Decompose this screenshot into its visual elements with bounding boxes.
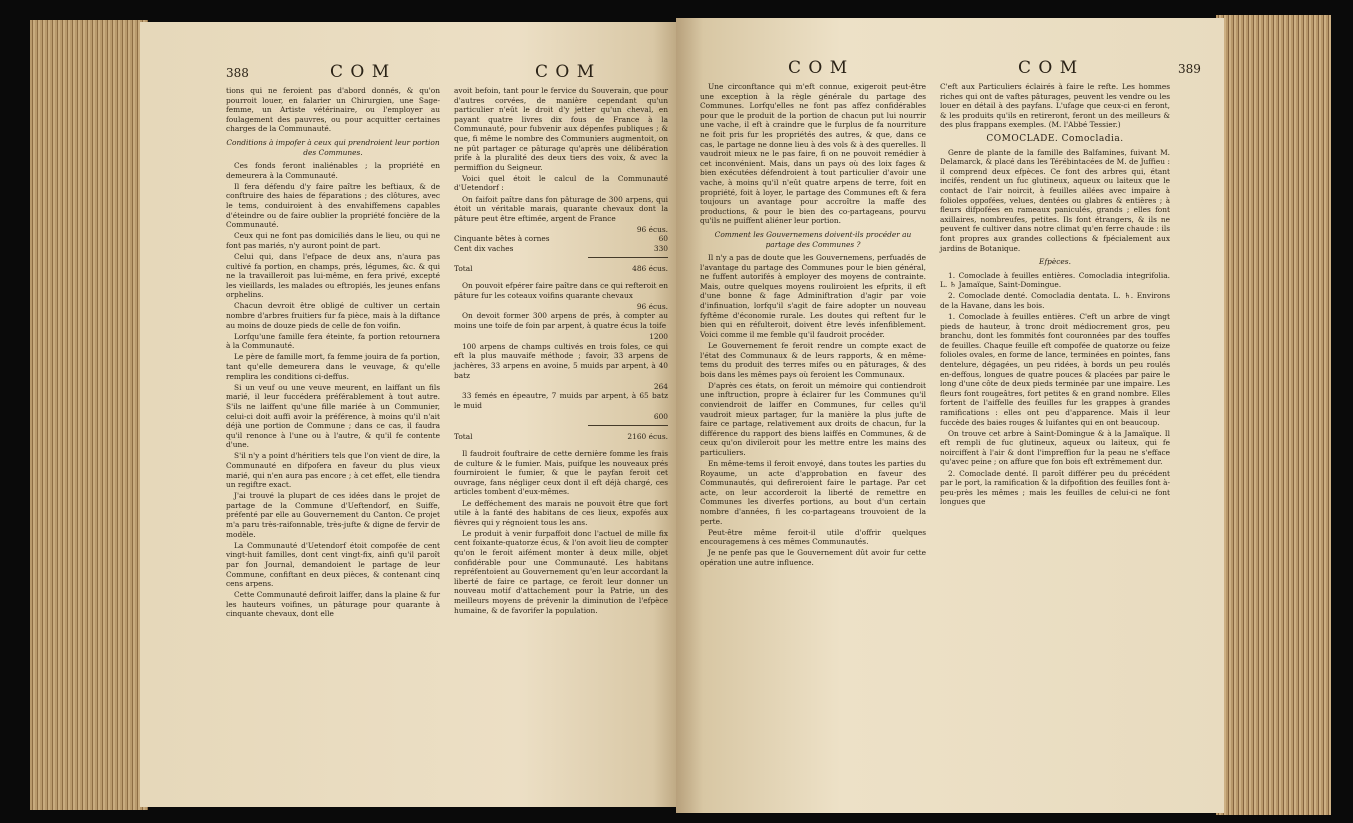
divider [588,425,668,426]
section-heading: Conditions à impofer à ceux qui prendroient leur portion des Communes. [226,137,440,157]
right-page [676,18,1224,813]
entry-heading: COMOCLADE. Comocladia. [986,133,1124,144]
running-header-right-col1: C O M [788,58,849,78]
paragraph: avoit befoin, tant pour le fervice du Souverain, que pour d'autres corvées, de manière cependant qu'un particulier n'eût le droit d'y jetter qu'un cheval, en payant quatre livres dix fous de France à la Communauté, pour fubvenir aux dépenfes publiques ; & que, fi même le nombre des Communiers augmentoit, on ne pût partager ce pâturage qu'après une délibération prife à la pluralité des deux tiers des voix, & avec la permiffion du Seigneur. [454,86,668,172]
table-row: Cent dix vaches 330 [454,244,668,253]
paragraph: 100 arpens de champs cultivés en trois foles, ce qui eft la plus mauvaife méthode ; favoir, 33 arpens de jachères, 33 arpens en avoine, 5 muids par arpent, à 40 batz [454,341,668,380]
page-number-left: 388 [226,66,249,80]
left-page [140,22,680,807]
paragraph: tions qui ne feroient pas d'abord donnés, & qu'on pourroit louer, en falarier un Chirurgien, une Sage-femme, un Artiste vétérinaire, ou l'employer au foulagement des pauvres, ou pour acquitter certaines charges de la Communauté. [226,86,440,134]
page-number-right: 389 [1178,62,1201,76]
left-column-2 [454,86,668,617]
paragraph: S'il n'y a point d'héritiers tels que l'on vient de dire, la Communauté en difpofera en faveur du plus vieux marié, qui n'en aura pas encore ; à cet effet, elle tiendra un regiftre exact. [226,451,440,490]
paragraph: Il faudroit fouftraire de cette dernière fomme les frais de culture & le fumier. Mais, puifque les nouveaux prés fourniroient le fumier, & que le payfan feroit cet ouvrage, fans négliger ceux dont il eft déjà chargé, ces articles tombent d'eux-mêmes. [454,449,668,497]
paragraph: Une circonftance qui m'eft connue, exigeroit peut-être une exception à la règle générale du partage des Communes. Lorfqu'elles ne font pas affez confidérables pour que le produit de la portion de chacun put lui nourrir une vache, il eft à craindre que le furplus de fa nourriture ne foit pris fur les propriétés des autres, & que, dans ce cas, le partage ne donne lieu à des vols & à des querelles. Il vaudroit mieux ne le pas faire, fi on ne pouvoit remédier à cet inconvénient. Mais, dans un pays où des loix fages & bien exécutées défendroient à tout particulier d'avoir une vache, à moins qu'il n'eût quatre arpens de terre, foit en propriété, foit à loyer, le partage des Communes eft & fera toujours un avantage pour accroître la maffe des productions, & pour le bien des co-partageans, pourvu qu'ils ne puiffent aliéner leur portion. [700,82,926,226]
table-row: 600 [653,411,668,421]
total-row: Total 2160 écus. [454,431,668,441]
table-row: 96 écus. [636,301,668,311]
section-heading: Comment les Gouvernemens doivent-ils procéder au partage des Communes ? [714,229,912,249]
paragraph: Le père de famille mort, fa femme jouira de fa portion, tant qu'elle demeurera dans le veuvage, & qu'elle remplira les conditions ci-deffus. [226,352,440,381]
paragraph: D'après ces états, on feroit un mémoire qui contiendroit une inftruction, propre à éclairer fur les Communes qu'il conviendroit de laiffer en Communes, fur celles qu'il vaudroit mieux partager, fur la manière la plus jufte de faire ce partage, relativement aux droits de chacun, fur la différence du rapport des biens laiffés en Communes, & de ceux qu'on divileroit pour les mettre entre les mains des particuliers. [700,380,926,457]
right-column-1 [700,82,926,569]
paragraph: Si un veuf ou une veuve meurent, en laiffant un fils marié, il leur fuccédera préférablement à tout autre. S'ils ne laiffent qu'une fille mariée à un Communier, celui-ci doit auffi avoir la préférence, à moins qu'il n'ait déjà une portion de Commune ; dans ce cas, il faudra qu'il renonce à l'une ou à l'autre, & qu'il fe contente d'une. [226,382,440,450]
table-row: Cinquante bêtes à cornes 60 [454,234,668,244]
running-header-left-col2: C O M [535,62,596,82]
paragraph: 2. Comoclade denté. Comocladia dentata. L. ♄. Environs de la Havane, dans les bois. [940,291,1170,310]
right-page-edges [1216,15,1331,815]
paragraph: On devoit former 300 arpens de prés, à compter au moins une toife de foin par arpent, à quatre écus la toife [454,311,668,331]
paragraph: Chacun devroit être obligé de cultiver un certain nombre d'arbres fruitiers fur fa pièce, mais à la diftance au moins de douze pieds de celle de fon voifin. [226,301,440,330]
paragraph: On pouvoit efpérer faire paître dans ce qui refteroit en pâture fur les coteaux voifins quarante chevaux [454,281,668,300]
paragraph: Genre de plante de la famille des Balfamines, fuivant M. Delamarck, & placé dans les Térébintacées de M. de Juffieu : il comprend deux efpèces. Ce font des arbres qui, étant incifés, rendent un fuc glutineux, aqueux ou laiteux que le contact de l'air noircit, à feuilles ailées avec impaire à folioles oppofées, velues, dentées ou glabres & entières ; à fleurs difpofées en rameaux paniculés, grands ; elles font axillaires, nombreufes, petites. Ils font étrangers, & ils ne peuvent fe cultiver dans notre climat qu'en ferre chaude : ils font propres aux grandes collections & fpécialement aux jardins de Botanique. [940,147,1170,253]
right-column-2 [940,82,1170,508]
paragraph: Ces fonds feront inaliénables ; la propriété en demeurera à la Communauté. [226,161,440,180]
paragraph: Ceux qui ne font pas domiciliés dans le lieu, ou qui ne font pas mariés, n'y auront point de part. [226,231,440,250]
paragraph: Le defféchement des marais ne pouvoit être que fort utile à la fanté des habitans de ces lieux, expofés aux fièvres qui y régnoient tous les ans. [454,498,668,527]
paragraph: Le Gouvernement fe feroit rendre un compte exact de l'état des Communaux & de leurs rapports, & en même-tems du produit des terres mifes ou en pâturages, & des bois dans les mêmes pays où feroient les Communaux. [700,340,926,379]
table-row: 1200 [649,332,668,342]
paragraph: 1. Comoclade à feuilles entières. Comocladia integrifolia. L. ♄ Jamaïque, Saint-Domingue. [940,270,1170,290]
paragraph: Il fera défendu d'y faire paître les beftiaux, & de conftruire des haies de féparations ; des clôtures, avec le tems, conduiroient à des envahiffemens capables d'éteindre ou de faire oublier la propriété foncière de la Communauté. [226,181,440,230]
paragraph: Celui qui, dans l'efpace de deux ans, n'aura pas cultivé fa portion, en champs, prés, légumes, &c. & qui ne la travailleroit pas lui-même, en fera privé, excepté les vieillards, les malades ou eftropiés, les jeunes enfans orphelins. [226,252,440,300]
total-row: Total 486 écus. [454,263,668,273]
paragraph: Lorfqu'une famille fera éteinte, fa portion retournera à la Communauté. [226,331,440,351]
divider [588,257,668,258]
paragraph: La Communauté d'Uetendorf étoit compofée de cent vingt-huit familles, dont cent vingt-fix, ainfi qu'il paroît par fon Journal, demandoient le partage de leur Commune, confiftant en deux pièces, & contenant cinq cens arpens. [226,540,440,589]
left-column-1 [226,86,440,620]
paragraph: Peut-être même feroit-il utile d'offrir quelques encouragemens à ces mêmes Communautés. [700,527,926,547]
paragraph: Le produit à venir furpaffoit donc l'actuel de mille fix cent foixante-quatorze écus, & l'on avoit lieu de compter qu'on le feroit aifément monter à deux mille, objet confidérable pour une Communauté. Les habitans repréfentoient au Gouvernement qu'en leur accordant la liberté de faire ce partage, ce feroit leur donner un nouveau motif d'attachement pour la Patrie, un des meilleurs moyens de prévenir la diminution de l'efpèce humaine, & de favorifer la population. [454,528,668,615]
paragraph: En même-tems il feroit envoyé, dans toutes les parties du Royaume, un acte d'approbation en faveur des Communautés, qui defireroient faire le partage. Par cet acte, on leur accorderoit la liberté de remettre en Communes les diverfes portions, au bout d'un certain nombre d'années, fi les co-partageans trouvoient de la perte. [700,459,926,526]
paragraph: 2. Comoclade denté. Il paroît différer peu du précédent par le port, la ramification & la difpofition des feuilles font à-peu-près les mêmes ; mais les feuilles de celui-ci ne font longues que [940,468,1170,507]
paragraph: Je ne penfe pas que le Gouvernement dût avoir fur cette opération une autre influence. [700,548,926,567]
running-header-right: C O M [1018,58,1079,78]
section-heading: Efpèces. [1039,257,1071,267]
paragraph: Voici quel étoit le calcul de la Communauté d'Uetendorf : [454,173,668,193]
paragraph: On trouve cet arbre à Saint-Domingue & à la Jamaïque. Il eft rempli de fuc glutineux, aqueux ou laiteux, qui fe noirciffent à l'air & dont l'impreffion fur la peau ne s'efface qu'avec peine ; on affure que fon bois eft extrêmement dur. [940,428,1170,467]
paragraph: C'eft aux Particuliers éclairés à faire le refte. Les hommes riches qui ont de vaftes pâturages, peuvent les vendre ou les louer en détail à des payfans. L'ufage que ceux-ci en feront, & les produits qu'ils en retireront, feront un des meilleurs & des plus frappans exemples. (M. l'Abbé Tessier.) [940,82,1170,130]
running-header-left: C O M [330,62,391,82]
table-row: 96 écus. [636,224,668,234]
paragraph: On faifoit paître dans fon pâturage de 300 arpens, qui étoit un véritable marais, quarante chevaux dont la pâture peut être eftimée, argent de France [454,194,668,223]
paragraph: 33 femés en épeautre, 7 muids par arpent, à 65 batz le muid [454,391,668,410]
table-row: 264 [653,381,668,391]
paragraph: J'ai trouvé la plupart de ces idées dans le projet de partage de la Commune d'Ueftendorf, en Suiffe, préfenté par elle au Gouvernement du Canton. Ce projet m'a paru très-raifonnable, très-jufte & digne de fervir de modèle. [226,491,440,539]
left-page-edges [30,20,148,810]
paragraph: Cette Communauté defiroit laiffer, dans la plaine & fur les hauteurs voifines, un pâturage pour quarante à cinquante chevaux, dont elle [226,590,440,619]
paragraph: 1. Comoclade à feuilles entières. C'eft un arbre de vingt pieds de hauteur, à tronc droit médiocrement gros, peu branchu, dont les fommités font couronnées par des touffes de feuilles. Chaque feuille eft compofée de quatorze ou feize folioles ovales, en forme de lance, terminées en pointes, fans dentelure, dégagées, un peu ridées, à bords un peu roulés en-deffous, longues de quatre pouces & placées par paire le long d'une côte de deux pieds terminée par une impaire. Les fleurs font rougeâtres, fort petites & en grand nombre. Elles fortent de l'aiffelle des feuilles fur les grappes à grandes ramifications : elles ont peu d'apparence. Mais il leur fuccède des baies rouges & luifantes qui en ont beaucoup. [940,312,1170,427]
paragraph: Il n'y a pas de doute que les Gouvernemens, perfuadés de l'avantage du partage des Communes pour le bien général, ne fuffent autorifés à employer des moyens de contrainte. Mais, outre quelques moyens rouliroient les efprits, il eft d'une bonne & fage Adminiftration d'agir par voie d'infinuation, lorfqu'il s'agit de faire adopter un nouveau fyftême d'économie rurale. Les doutes qui reftent fur le bien qui en réfulteroit, doivent être levés infenfiblement. Voici comme il me femble qu'il faudroit procéder. [700,253,926,339]
